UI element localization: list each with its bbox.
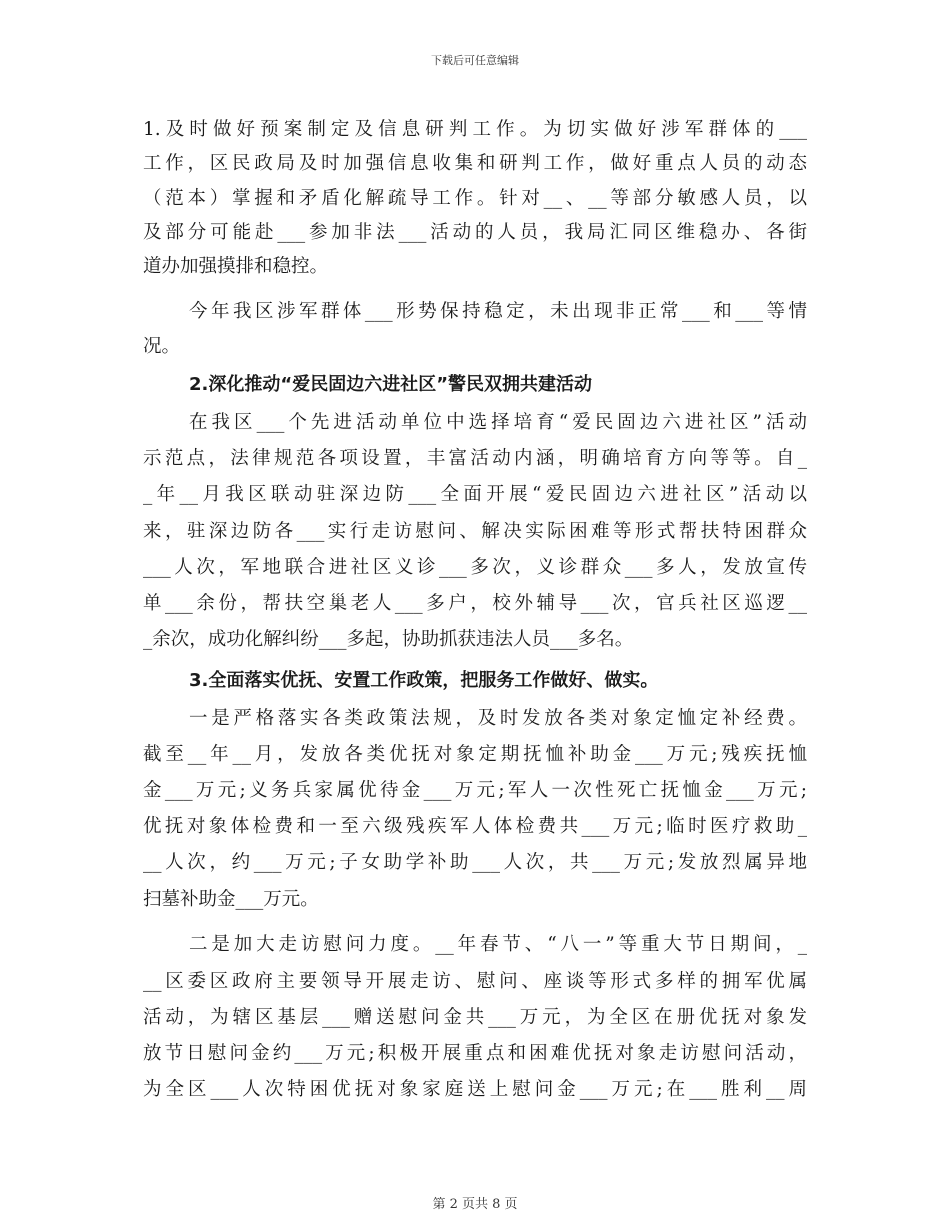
text-line: 况。: [143, 336, 181, 357]
text-line: 二是加大走访慰问力度。__年春节、“八一”等重大节日期间，_: [189, 934, 807, 955]
page-footer-number: 第 2 页共 8 页: [432, 1197, 518, 1212]
text-line: __区委区政府主要领导开展走访、慰问、座谈等形式多样的拥军优属: [143, 971, 807, 992]
text-line: 今年我区涉军群体___形势保持稳定，未出现非正常___和___等情: [189, 301, 807, 322]
text-line: 一是严格落实各类政策法规，及时发放各类对象定恤定补经费。: [189, 708, 807, 729]
text-line: 示范点，法律规范各项设置，丰富活动内涵，明确培育方向等等。自_: [143, 448, 807, 469]
text-line: 截至__年__月，发放各类优抚对象定期抚恤补助金___万元;残疾抚恤: [143, 744, 807, 765]
text-line: 来，驻深边防各___实行走访慰问、解决实际困难等形式帮扶特困群众: [143, 521, 807, 542]
text-line: 及部分可能赴___参加非法___活动的人员，我局汇同区维稳办、各街: [143, 222, 807, 243]
text-line: 道办加强摸排和稳控。: [143, 256, 329, 277]
text-line: 活动，为辖区基层___赠送慰问金共___万元，为全区在册优抚对象发: [143, 1007, 807, 1028]
text-line: 工作，区民政局及时加强信息收集和研判工作，做好重点人员的动态: [143, 153, 807, 174]
text-line: 在我区___个先进活动单位中选择培育“爱民固边六进社区”活动: [189, 412, 807, 433]
text-line: 1.及时做好预案制定及信息研判工作。为切实做好涉军群体的___: [143, 119, 807, 140]
text-line: 为全区___人次特困优抚对象家庭送上慰问金___万元;在___胜利__周: [143, 1079, 807, 1100]
text-line: 扫墓补助金___万元。: [143, 889, 319, 910]
text-line: 单___余份，帮扶空巢老人___多户，校外辅导___次，官兵社区巡逻__: [143, 593, 807, 614]
text-line: _年__月我区联动驻深边防___全面开展“爱民固边六进社区”活动以: [143, 484, 807, 505]
text-line: __人次，约___万元;子女助学补助___人次，共___万元;发放烈属异地: [143, 852, 807, 873]
section-heading-3: 3.全面落实优抚、安置工作政策，把服务工作做好、做实。: [189, 670, 659, 691]
text-line: ___人次，军地联合进社区义诊___多次，义诊群众___多人，发放宣传: [143, 557, 807, 578]
text-line: 金___万元;义务兵家属优待金___万元;军人一次性死亡抚恤金___万元;: [143, 780, 807, 801]
text-line: （范本）掌握和矛盾化解疏导工作。针对__、__等部分敏感人员，以: [143, 188, 807, 209]
text-line: _余次，成功化解纠纷___多起，协助抓获违法人员___多名。: [143, 629, 634, 650]
section-heading-2: 2.深化推动“爱民固边六进社区”警民双拥共建活动: [189, 374, 593, 395]
page-header-note: 下载后可任意编辑: [431, 54, 519, 67]
text-line: 优抚对象体检费和一至六级残疾军人体检费共___万元;临时医疗救助_: [143, 816, 807, 837]
text-line: 放节日慰问金约___万元;积极开展重点和困难优抚对象走访慰问活动，: [143, 1043, 807, 1064]
